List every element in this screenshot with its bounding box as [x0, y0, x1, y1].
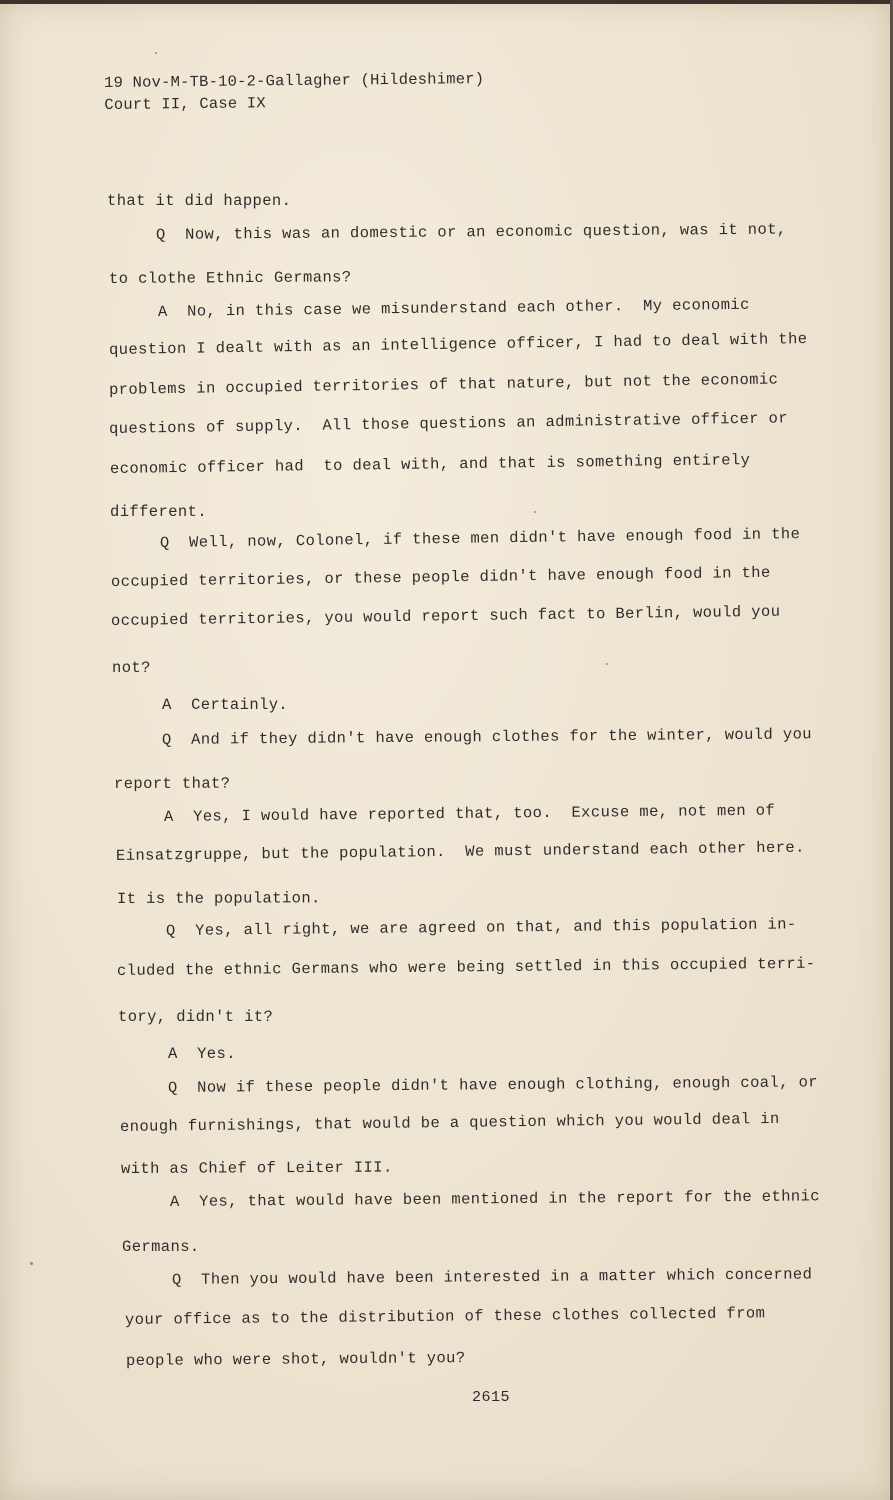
scan-speck [155, 52, 157, 54]
text-line: Q Now, this was an domestic or an economic question, was it not, [155, 220, 787, 244]
text-line: Q Now if these people didn't have enough clothing, enough coal, or [167, 1073, 819, 1097]
text-line: A No, in this case we misunderstand each other. My economic [157, 295, 750, 321]
text-line: report that? [113, 774, 231, 793]
text-line: not? [112, 659, 151, 677]
text-line: problems in occupied territories of that nature, but not the economic [108, 370, 779, 399]
text-line: A Yes. [168, 1045, 236, 1063]
text-line: your office as to the distribution of these clothes collected from [124, 1304, 766, 1329]
scan-speck [534, 511, 536, 513]
text-line: Einsatzgruppe, but the population. We must understand each other here. [115, 838, 805, 865]
text-line: different. [110, 503, 208, 521]
text-line: occupied territories, you would report such fact to Berlin, would you [110, 602, 781, 630]
text-line: to clothe Ethnic Germans? [108, 268, 352, 288]
text-line: Q And if they didn't have enough clothes for the winter, would you [161, 725, 813, 749]
text-line: people who were shot, wouldn't you? [125, 1349, 466, 1370]
text-line: that it did happen. [107, 192, 292, 210]
text-line: cluded the ethnic Germans who were being settled in this occupied terri- [116, 954, 816, 980]
text-line: enough furnishings, that would be a question which you would deal in [119, 1109, 780, 1136]
scan-speck [30, 1262, 33, 1265]
document-header [104, 68, 485, 116]
text-line: Germans. [122, 1238, 200, 1256]
text-line: A Certainly. [162, 696, 289, 714]
header-line-2: Court II, Case IX [104, 94, 266, 114]
text-line: It is the population. [116, 889, 321, 908]
text-line: Q Then you would have been interested in a matter which concerned [171, 1265, 813, 1289]
page-number: 2615 [472, 1389, 511, 1406]
text-line: question I dealt with as an intelligence officer, I had to deal with the [108, 330, 808, 359]
text-line: questions of supply. All those questions an administrative officer or [108, 409, 789, 438]
text-line: economic officer had to deal with, and that is something entirely [109, 451, 751, 478]
text-line: with as Chief of Leiter III. [120, 1158, 393, 1178]
text-line: occupied territories, or these people didn't have enough food in the [110, 563, 771, 591]
scan-edge-top [0, 0, 893, 4]
header-line-1: 19 Nov-M-TB-10-2-Gallagher (Hildeshimer) [104, 70, 485, 92]
text-line: tory, didn't it? [118, 1008, 274, 1026]
text-line: A Yes, that would have been mentioned in the report for the ethnic [169, 1187, 821, 1211]
text-line: Q Yes, all right, we are agreed on that, and this population in- [165, 915, 797, 940]
scan-speck [606, 663, 608, 665]
text-line: Q Well, now, Colonel, if these men didn't have enough food in the [159, 525, 801, 552]
text-line: A Yes, I would have reported that, too. Excuse me, not men of [163, 801, 776, 826]
